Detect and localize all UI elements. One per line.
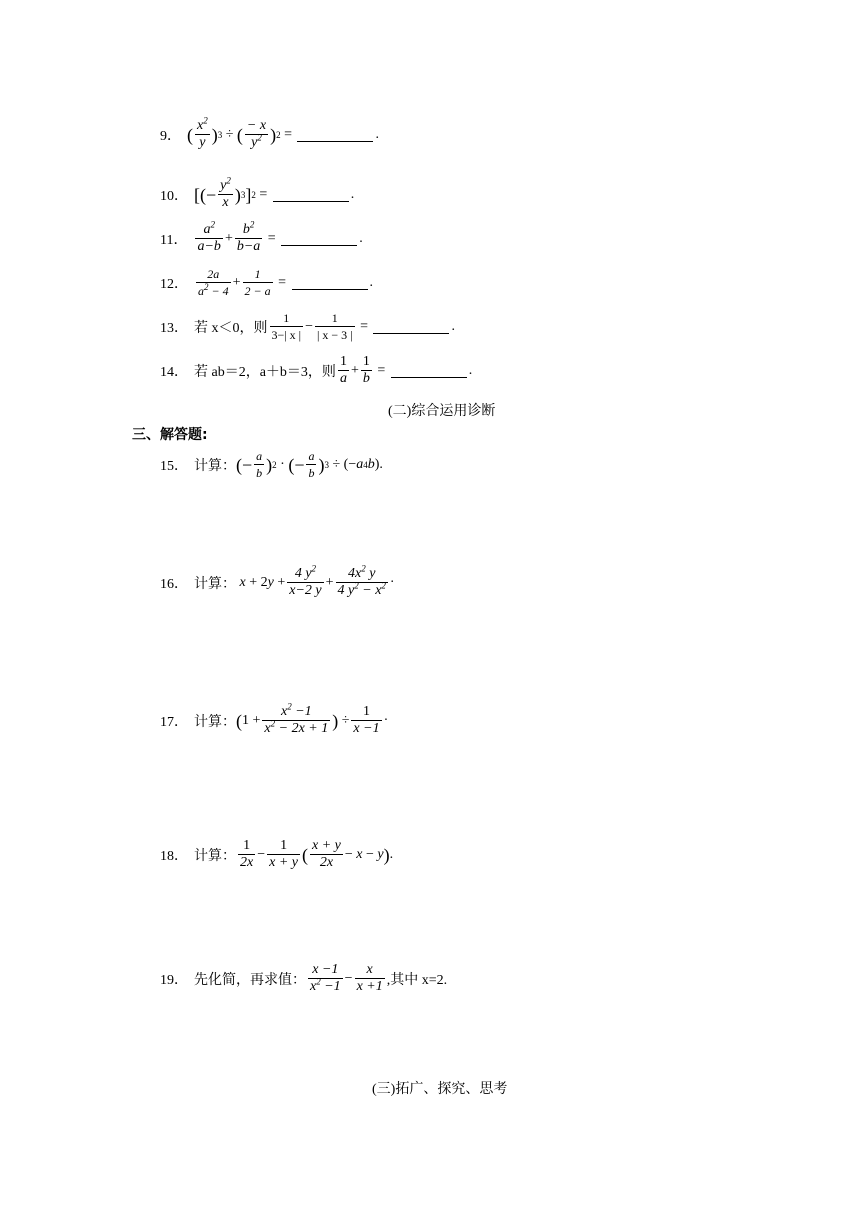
fraction: $\frac{2a}{a^2 - 4}$ — [198, 267, 229, 298]
question-text: 计算： — [194, 458, 236, 474]
answer-blank[interactable] — [281, 231, 357, 246]
question-17: 17． 计算： ( 1 + $\frac{x^2 -1}{x^2 - 2x + 1}$ ) ÷ $\frac{1}{x -1}$ · — [160, 701, 389, 736]
answer-blank[interactable] — [391, 363, 467, 378]
fraction: $\frac{x}{x +1}$ — [356, 962, 383, 994]
fraction: $\frac{y^2}{x}$ — [220, 175, 231, 210]
fraction: $\frac{a^2}{a-b}$ — [197, 219, 221, 254]
fraction: $\frac{1}{a}$ — [339, 354, 347, 386]
fraction: $\frac{1}{x + y}$ — [269, 838, 298, 870]
question-text: 若 ab＝2，a＋b＝3，则 — [194, 364, 336, 380]
fraction: $\frac{1}{| x - 3 |}$ — [316, 311, 353, 342]
fraction: $\frac{x^2}{y}$ — [197, 115, 208, 150]
answer-blank[interactable] — [292, 275, 368, 290]
question-13: 13． 若 x＜0，则 $\frac{1}{3-| x |}$ − $\frac{1}{| x - 3 |}$ = . — [160, 311, 455, 342]
question-9: 9． ( $\frac{x^2}{y}$ ) 3 ÷ ( $\frac{- x}{y^2}$ ) 2 = . — [160, 115, 379, 150]
fraction: $\frac{1}{2 - a}$ — [244, 267, 271, 298]
question-number: 12． — [160, 276, 188, 292]
question-number: 15． — [160, 458, 188, 474]
question-number: 16． — [160, 576, 188, 592]
fraction: $\frac{1}{b}$ — [362, 354, 370, 386]
question-19: 19． 先化简，再求值： $\frac{x -1}{x^2 -1}$ − $\frac{x}{x +1}$ ,其中 x=2. — [160, 962, 448, 994]
fraction: $\frac{4 y^2}{x-2 y}$ — [289, 563, 322, 598]
fraction: $\frac{a}{b}$ — [256, 449, 263, 480]
question-14: 14． 若 ab＝2，a＋b＝3，则 $\frac{1}{a}$ + $\frac{1}{b}$ = . — [160, 354, 473, 386]
answer-blank[interactable] — [297, 127, 373, 142]
fraction: $\frac{- x}{y^2}$ — [246, 118, 267, 150]
question-text: 计算： — [194, 714, 236, 730]
section-title-comprehensive: (二)综合运用诊断 — [388, 404, 496, 419]
question-text: 计算： — [194, 848, 236, 864]
question-number: 9． — [160, 128, 181, 144]
answer-blank[interactable] — [273, 187, 349, 202]
question-number: 13． — [160, 320, 188, 336]
question-text: 先化简，再求值： — [194, 972, 306, 988]
question-suffix: ,其中 x=2. — [386, 972, 448, 988]
question-text: 若 x＜0，则 — [194, 320, 268, 336]
question-number: 14． — [160, 364, 188, 380]
answer-blank[interactable] — [373, 319, 449, 334]
fraction: $\frac{4x^2 y}{4 y^2 - x^2}$ — [337, 563, 386, 598]
fraction: $\frac{x -1}{x^2 -1}$ — [310, 962, 341, 994]
fraction: $\frac{1}{2x}$ — [240, 838, 254, 870]
question-18: 18． 计算： $\frac{1}{2x}$ − $\frac{1}{x + y}$ ( $\frac{x + y}{2x}$ − x − y ) . — [160, 838, 394, 870]
question-10: 10． [(− $\frac{y^2}{x}$ ) 3 ] 2 = . — [160, 175, 355, 210]
question-number: 18． — [160, 848, 188, 864]
question-number: 11． — [160, 232, 188, 248]
question-12: 12． $\frac{2a}{a^2 - 4}$ + $\frac{1}{2 - a}$ = . — [160, 267, 374, 298]
question-number: 17． — [160, 714, 188, 730]
question-15: 15． 计算： (− $\frac{a}{b}$ ) 2 · (− $\frac{a}{b}$ ) 3 ÷ (− a 4 b ). — [160, 449, 383, 480]
question-16: 16． 计算： x + 2 y + $\frac{4 y^2}{x-2 y}$ + $\frac{4x^2 y}{4 y^2 - x^2}$ · — [160, 563, 395, 598]
fraction: $\frac{a}{b}$ — [308, 449, 315, 480]
section-title-extension: (三)拓广、探究、思考 — [372, 1082, 508, 1097]
answer-section-heading: 三、解答题: — [132, 427, 208, 443]
fraction: $\frac{x + y}{2x}$ — [312, 838, 341, 870]
question-text: 计算： — [194, 576, 236, 592]
question-number: 10． — [160, 188, 188, 204]
fraction: $\frac{1}{3-| x |}$ — [271, 311, 302, 342]
fraction: $\frac{b^2}{b-a}$ — [236, 219, 261, 254]
question-number: 19． — [160, 972, 188, 988]
question-11: 11． $\frac{a^2}{a-b}$ + $\frac{b^2}{b-a}$ = . — [160, 219, 363, 254]
fraction: $\frac{x^2 -1}{x^2 - 2x + 1}$ — [264, 701, 329, 736]
fraction: $\frac{1}{x -1}$ — [353, 704, 380, 736]
